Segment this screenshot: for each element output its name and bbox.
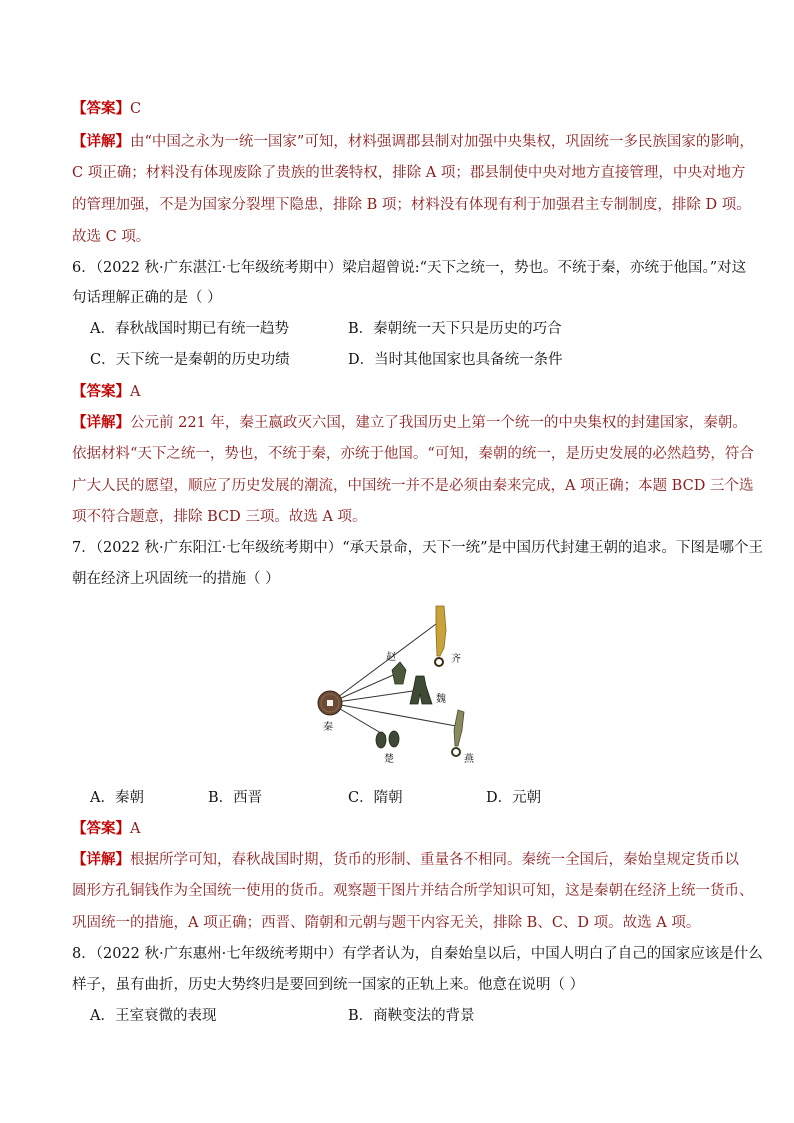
detail-tag: 【详解】	[72, 133, 130, 150]
yan-knife-coin-icon	[452, 710, 464, 756]
q6-option-b: B．秦朝统一天下只是历史的巧合	[348, 321, 562, 337]
q6-option-c: C．天下统一是秦朝的历史功绩	[90, 352, 290, 368]
q7-detail-line-3: 巩固统一的措施，A 项正确；西晋、隋朝和元朝与题干内容无关，排除 B、C、D 项。故选 A 项。	[72, 915, 701, 931]
q5-detail-line-3: 的管理加强，不是为国家分裂埋下隐患，排除 B 项；材料没有体现有利于加强君主专制制度，排除 D 项。	[72, 197, 751, 213]
q7-answer: A	[130, 821, 141, 837]
q6-answer: A	[130, 384, 141, 400]
q5-detail-line-4: 故选 C 项。	[72, 229, 151, 245]
qi-knife-coin-icon	[435, 606, 446, 666]
q6-stem-line-2: 句话理解正确的是（ ）	[72, 290, 222, 306]
label-qi: 齐	[451, 654, 461, 665]
q7-stem-line-2: 朝在经济上巩固统一的措施（ ）	[72, 571, 280, 587]
q5-answer: C	[130, 101, 142, 117]
answer-tag: 【答案】	[72, 820, 130, 837]
q5-detail-line-1: 【详解】由“中国之永为一统一国家”可知，材料强调郡县制对加强中央集权，巩固统一多民族国家的影响，	[72, 133, 754, 150]
q8-stem-line-1: 8．（2022 秋·广东惠州·七年级统考期中）有学者认为，自秦始皇以后，中国人明白了自己的国家应该是什么	[72, 946, 763, 962]
q6-option-a: A．春秋战国时期已有统一趋势	[90, 321, 289, 337]
detail-tag: 【详解】	[72, 414, 130, 431]
label-qin: 秦	[323, 722, 333, 733]
q5-answer-line	[72, 98, 141, 120]
q6-stem-line-1: 6．（2022 秋·广东湛江·七年级统考期中）梁启超曾说:“天下之统一，势也。不统于秦，亦统于他国。”对这	[72, 260, 747, 276]
q7-stem-line-1: 7．（2022 秋·广东阳江·七年级统考期中）“承天景命，天下一统”是中国历代封建王朝的追求。下图是哪个王	[72, 540, 764, 556]
q5-detail-line-2: C 项正确；材料没有体现废除了贵族的世袭特权，排除 A 项；郡县制使中央对地方直接管理，中央对地方	[72, 165, 746, 181]
q6-detail-line-1: 【详解】公元前 221 年，秦王嬴政灭六国，建立了我国历史上第一个统一的中央集权的封建国家，秦朝。	[72, 414, 747, 431]
q7-detail-line-2: 圆形方孔铜钱作为全国统一使用的货币。观察题干图片并结合所学知识可知，这是秦朝在经济上统一货币、	[72, 883, 754, 899]
wei-spade-coin-icon	[410, 676, 432, 704]
q7-option-d: D．元朝	[486, 790, 542, 806]
q8-stem-line-2: 样子，虽有曲折，历史大势终归是要回到统一国家的正轨上来。他意在说明（ ）	[72, 977, 585, 993]
q8-option-b: B．商鞅变法的背景	[348, 1008, 475, 1024]
detail-tag: 【详解】	[72, 851, 130, 868]
q8-option-a: A．王室衰微的表现	[90, 1008, 217, 1024]
q6-detail-line-4: 项不符合题意，排除 BCD 三项。故选 A 项。	[72, 509, 367, 525]
q7-answer-line	[72, 818, 140, 840]
q6-detail-line-2: 依据材料“天下之统一，势也，不统于秦，亦统于他国。“可知，秦朝的统一，是历史发展的必然趋势，符合	[72, 446, 754, 462]
label-wei: 魏	[436, 694, 446, 705]
label-yan: 燕	[464, 754, 474, 765]
label-zhao: 赵	[386, 652, 396, 663]
q7-option-c: C．隋朝	[348, 790, 403, 806]
q6-answer-line	[72, 381, 140, 403]
q6-detail-line-3: 广大人民的愿望，顺应了历史发展的潮流，中国统一并不是必须由秦来完成，A 项正确；本题 BCD 三个选	[72, 478, 754, 494]
q7-detail-line-1: 【详解】根据所学可知，春秋战国时期，货币的形制、重量各不相同。秦统一全国后，秦始皇规定货币以	[72, 851, 739, 868]
answer-tag: 【答案】	[72, 383, 130, 400]
label-chu: 楚	[384, 754, 394, 765]
chu-ant-nose-coin-icon	[376, 731, 399, 748]
q7-option-a: A．秦朝	[90, 790, 144, 806]
qin-currency-figure	[308, 600, 486, 778]
q6-option-d: D．当时其他国家也具备统一条件	[348, 352, 563, 368]
zhao-spade-coin-icon	[392, 662, 406, 684]
answer-tag: 【答案】	[72, 100, 130, 117]
q7-option-b: B．西晋	[208, 790, 263, 806]
qin-banliang-coin-icon	[318, 691, 342, 715]
